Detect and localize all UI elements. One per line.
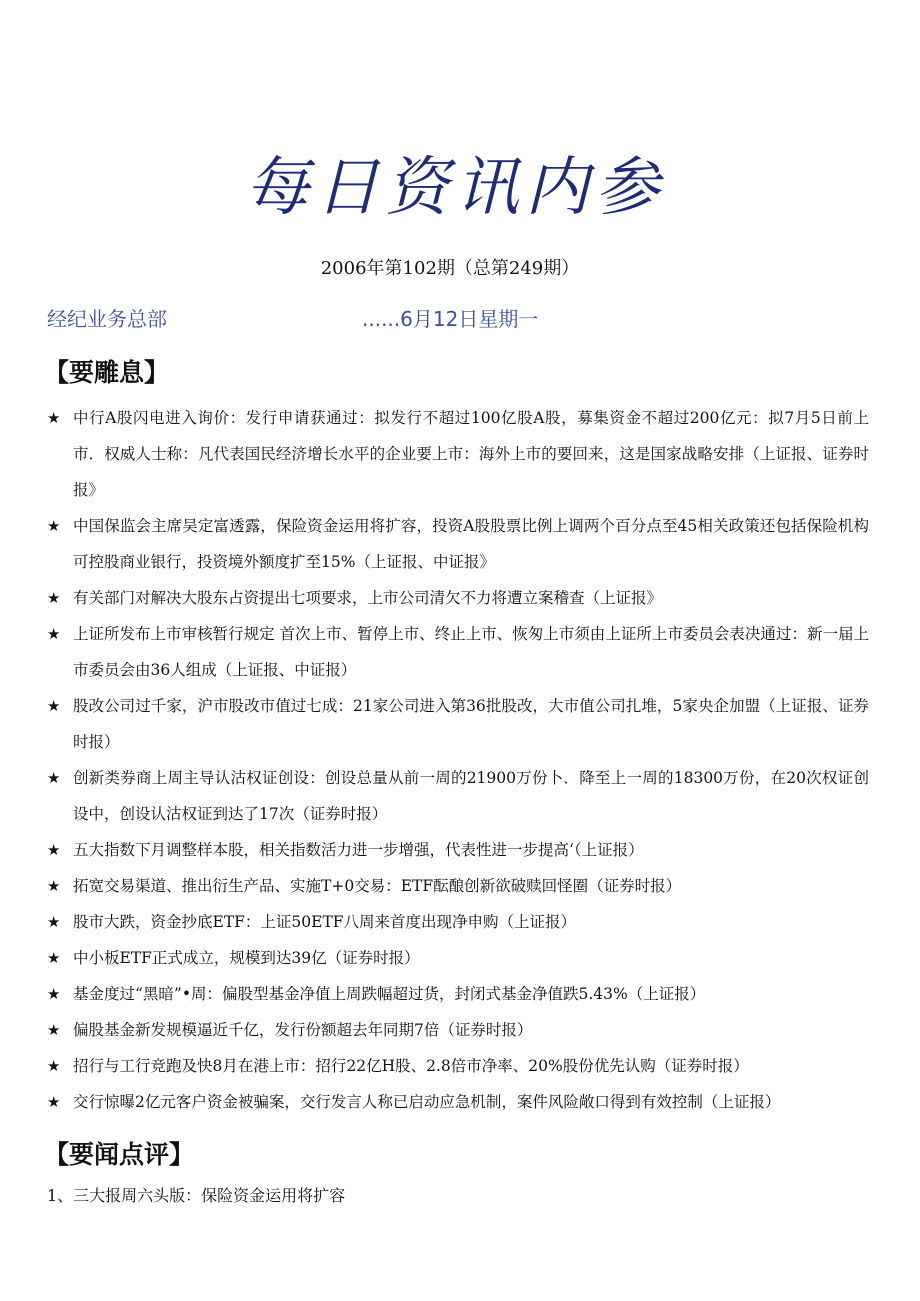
news-item [47, 760, 869, 832]
news-text: 拓宽交易渠道、推出衍生产品、实施T+0交易：ETF酝酿创新欲破赎回怪圈（证券时报） [73, 877, 682, 895]
news-list [47, 400, 869, 1120]
star-icon: ★ [47, 841, 61, 859]
news-text: 上证所发布上市审核暂行规定 首次上市、暂停上市、终止上市、恢匆上市须由上证所上市委员会表决通过：新一届上市委员会由36人组成（上证报、中证报） [73, 625, 869, 679]
news-item [47, 868, 869, 904]
news-item [47, 832, 869, 868]
news-item [47, 904, 869, 940]
news-text: 创新类券商上周主导认沽权证创设：创设总量从前一周的21900万份卜．降至上一周的18300万份，在20次权证创设中，创设认沽权证到达了17次（证券时报） [73, 769, 869, 823]
star-icon: ★ [47, 589, 61, 607]
issue-number: 2006年第102期（总第249期） [320, 258, 580, 279]
section-heading-commentary: 【要闻点评】 [44, 1140, 195, 1169]
news-text: 中国保监会主席吴定富透露，保险资金运用将扩容，投资A股股票比例上调两个百分点至45相关政策还包括保险机构可控股商业银行，投资境外额度扩至15%（上证报、中证报》 [73, 517, 869, 571]
star-icon: ★ [47, 697, 61, 715]
news-item [47, 400, 869, 508]
news-text: 中行A股闪电进入询价：发行申请获通过：拟发行不超过100亿股A股，募集资金不超过200亿元：拟7月5日前上市．权威人士称：凡代表国民经济增长水平的企业要上市：海外上市的要回来，这是国家战略安排（上证报、证券时报》 [73, 409, 869, 499]
news-text: 招行与工行竞跑及快8月在港上市：招行22亿H股、2.8倍市净率、20%股份优先认购（证券时报） [73, 1057, 749, 1075]
publish-date: ......6月12日星期一 [362, 307, 539, 331]
news-item [47, 508, 869, 580]
news-text: 偏股基金新发规模逼近千亿，发行份额超去年同期7倍（证券时报） [73, 1021, 533, 1039]
news-item [47, 580, 869, 616]
news-text: 股改公司过千家，沪市股改市值过七成：21家公司进入第36批股改，大市值公司扎堆，5家央企加盟（上证报、证券时报） [73, 697, 869, 751]
commentary-item: 1、三大报周六头版：保险资金运用将扩容 [47, 1186, 346, 1205]
star-icon: ★ [47, 625, 61, 643]
news-item [47, 1048, 869, 1084]
news-text: 股市大跌，资金抄底ETF：上证50ETF八周来首度出现净申购（上证报） [73, 913, 577, 931]
news-text: 有关部门对解决大股东占资提出七项要求，上市公司清欠不力将遭立案稽查（上证报》 [73, 589, 663, 607]
page-title: 每日资讯内参 [245, 151, 665, 225]
star-icon: ★ [47, 517, 61, 535]
section-heading-headlines: 【要雕息】 [44, 358, 170, 387]
star-icon: ★ [47, 985, 61, 1003]
star-icon: ★ [47, 1057, 61, 1075]
department: 经纪业务总部 [47, 307, 167, 331]
news-item [47, 1012, 869, 1048]
news-item [47, 616, 869, 688]
star-icon: ★ [47, 877, 61, 895]
news-item [47, 1084, 869, 1120]
news-item [47, 688, 869, 760]
news-text: 五大指数下月调整样本股，相关指数活力进一步增强，代表性进一步提高‘（上证报） [73, 841, 644, 859]
star-icon: ★ [47, 913, 61, 931]
news-text: 中小板ETF正式成立，规模到达39亿（证券时报） [73, 949, 420, 967]
news-item [47, 976, 869, 1012]
star-icon: ★ [47, 1093, 61, 1111]
news-text: 基金度过“黑暗”•周：偏股型基金净值上周跌幅超过货，封闭式基金净值跌5.43%（上证报） [73, 985, 706, 1003]
star-icon: ★ [47, 409, 61, 427]
star-icon: ★ [47, 769, 61, 787]
star-icon: ★ [47, 949, 61, 967]
news-text: 交行惊曝2亿元客户资金被骗案，交行发言人称已启动应急机制，案件风险敞口得到有效控制（上证报） [73, 1093, 781, 1111]
star-icon: ★ [47, 1021, 61, 1039]
news-item [47, 940, 869, 976]
